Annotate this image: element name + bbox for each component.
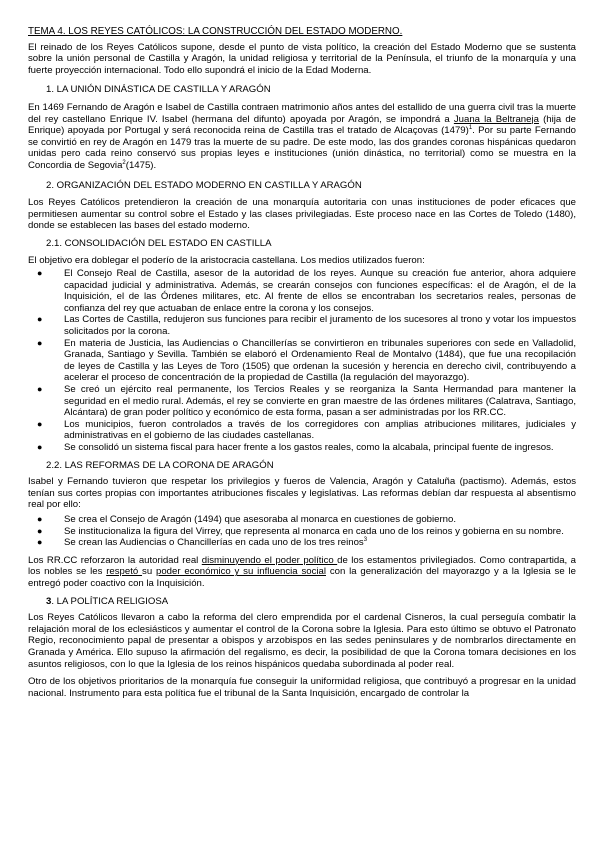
section-3-heading xyxy=(28,596,576,608)
list-item xyxy=(28,338,576,384)
juana-beltraneja-text: Juana la Beltraneja xyxy=(453,113,539,125)
section-2-2-paragraph: Isabel y Fernando tuvieron que respetar los privilegios y fueros de Valencia, Aragón y Cataluña (pactismo). Además, estos tenían sus cortes propias con importantes atribuciones fiscales y legislativas. Las reformas debían dar respuesta al absentismo real por ello: xyxy=(28,476,576,511)
text-run: . Por su parte Fernando se convirtió en rey de Aragón en 1479 tras la muerte de su padre. De este modo, las dos grandes coronas hispánicas quedaron unidas pero cada reino conservó sus propias leyes e instituciones (unión dinástica, no territorial) como se muestra en la Concordia de Segovia xyxy=(28,125,576,171)
document-title: TEMA 4. LOS REYES CATÓLICOS: LA CONSTRUCCIÓN DEL ESTADO MODERNO. xyxy=(28,26,403,37)
text-run: (1475). xyxy=(125,159,157,171)
list-item xyxy=(28,537,576,549)
footnote-ref-3: 3 xyxy=(363,536,368,543)
list-item-text: Se creó un ejército real permanente, los Tercios Reales y se reorganiza la Santa Hermandad para mantener la seguridad en el medio rural. Además, el rey se convierte en gran maestre de las órdenes militares (Calatrava, Santiago, Alcántara) de gran poder político y económico de esta forma, pasan a ser administradas por los RR.CC. xyxy=(64,384,576,419)
section-3-paragraph-2: Otro de los objetivos prioritarios de la monarquía fue conseguir la uniformidad religiosa, que contribuyó a progresar en la unidad nacional. Instrumento para esta política fue el tribunal de la Santa Inquisición, encargado de controlar la xyxy=(28,676,576,699)
bullet-icon: ● xyxy=(37,537,43,548)
bullet-icon: ● xyxy=(37,525,43,536)
footnote-ref-2: 2 xyxy=(122,159,126,166)
text-run: de los estamentos privilegiados. Como contrapartida, a los nobles se les xyxy=(28,554,576,578)
list-item-text: Se crea el Consejo de Aragón (1494) que asesoraba al monarca en cuestiones de gobierno. xyxy=(64,513,457,525)
list-item xyxy=(28,384,576,419)
document-page xyxy=(28,26,576,699)
list-item xyxy=(28,314,576,337)
list-item xyxy=(28,419,576,442)
bullet-icon: ● xyxy=(37,418,43,429)
list-item-text: En materia de Justicia, las Audiencias o Chancillerías se convirtieron en tribunales superiores con sede en Valladolid, Granada, Santiago y Sevilla. También se elaboró el Ordenamiento Real de Montalvo (1484), que fue una recopilación de leyes de Castilla y las Leyes de Toro (1505) que ordenan la sucesión y herencia en derecho civil, contribuyendo a acelerar el proceso de concentración de la propiedad de Castilla (la regulación del mayorazgo). xyxy=(64,337,576,384)
section-2-paragraph: Los Reyes Católicos pretendieron la creación de una monarquía autoritaria con unas instituciones de poder eficaces que permitiesen aumentar su control sobre el Estado y las clases privilegiadas. Este proceso nace en las Cortes de Toledo (1480), donde se establecen las bases del estado moderno. xyxy=(28,197,576,232)
list-item-text: Se consolidó un sistema fiscal para hacer frente a los gastos reales, como la alcabala, principal fuente de ingresos. xyxy=(64,442,554,453)
list-item-text: Los municipios, fueron controlados a través de los corregidores con amplias atribuciones militares, judiciales y administrativas en el gobierno de las ciudades castellanas. xyxy=(64,418,576,442)
bullet-icon: ● xyxy=(37,442,43,452)
section-2-1-list xyxy=(28,268,576,454)
underlined-text: disminuyendo el poder político xyxy=(201,554,338,566)
rrcc-paragraph xyxy=(28,555,576,590)
text-run: (hija de Enrique) apoyada por Portugal y será reconocida reina de Castilla tras el tratado de Alcaçovas (1479) xyxy=(28,113,576,137)
list-item xyxy=(28,442,576,454)
list-item xyxy=(28,268,576,314)
text-run: En 1469 Fernando de Aragón e Isabel de Castilla contraen matrimonio años antes del estallido de una guerra civil tras la muerte del rey castellano Enrique IV. Isabel (hermana del difunto) apoyada por Aragón, se impondrá a xyxy=(28,101,576,125)
section-2-2-list xyxy=(28,514,576,549)
section-1-paragraph xyxy=(28,102,576,172)
section-3-title: . LA POLÍTICA RELIGIOSA xyxy=(51,595,169,607)
text-run: Los RR.CC reforzaron la autoridad real xyxy=(28,554,202,566)
bullet-icon: ● xyxy=(37,337,43,348)
list-item-text: El Consejo Real de Castilla, asesor de la autoridad de los reyes. Aunque su creación fue anterior, ahora adquiere capacidad judicial y administrativa. Además, se crearán consejos con funciones específicas: el de Aragón, el de la Inquisición, el de las Órdenes militares, etc. Al frente de ellos se encontraban los secretarios reales, personas de confianza del rey que actuaban de enlace entre la corona y los consejos. xyxy=(64,268,576,314)
section-2-2-heading: 2.2. LAS REFORMAS DE LA CORONA DE ARAGÓN xyxy=(46,459,274,471)
list-item xyxy=(28,514,576,526)
section-2-1-heading: 2.1. CONSOLIDACIÓN DEL ESTADO EN CASTILLA xyxy=(46,237,272,249)
section-2-heading: 2. ORGANIZACIÓN DEL ESTADO MODERNO EN CASTILLA Y ARAGÓN xyxy=(46,179,362,191)
section-1-heading: 1. LA UNIÓN DINÁSTICA DE CASTILLA Y ARAGÓN xyxy=(46,84,271,96)
text-run: su xyxy=(142,566,156,578)
list-item-text: Se crean las Audiencias o Chancillerías en cada uno de los tres reinos xyxy=(64,537,364,549)
text-run: con la generalización del mayorazgo y a la Iglesia se le entregó poder coactivo con la Inquisición. xyxy=(28,566,576,589)
bullet-icon: ● xyxy=(37,314,43,325)
intro-paragraph: El reinado de los Reyes Católicos supone, desde el punto de vista político, la creación del Estado Moderno que se sustenta sobre la unión personal de Castilla y Aragón, la unidad religiosa y territorial de la Península, el triunfo de la monarquía y una fuerte proyección internacional. Todo ello supondrá el inicio de la Edad Moderna. xyxy=(28,41,576,76)
bullet-icon: ● xyxy=(37,513,43,524)
list-item-text: Las Cortes de Castilla, redujeron sus funciones para recibir el juramento de los sucesores al trono y votar los impuestos solicitados por la corona. xyxy=(64,314,576,338)
underlined-text: respetó xyxy=(106,566,143,578)
list-item-text: Se institucionaliza la figura del Virrey, que representa al monarca en cada uno de los reinos y gobierna en su nombre. xyxy=(64,525,564,537)
section-3-paragraph-1: Los Reyes Católicos llevaron a cabo la reforma del clero emprendida por el cardenal Cisneros, la cual perseguía combatir la relajación moral de los eclesiásticos y aumentar el control de la Corona sobre la Iglesia. Para esto último se obtuvo el Patronato Regio, reconocimiento papal de presentar a obispos y arzobispos en las sedes peninsulares y de nombrarlos directamente en Granada y América. Ello supuso la afirmación del regalismo, es decir, la posibilidad de que la Corona tomara decisiones en los asuntos religiosos, con lo que la Iglesia de los reinos hispánicos quedaba subordinada al poder real. xyxy=(28,612,576,670)
footnote-ref-1: 1 xyxy=(468,124,473,131)
section-3-number: 3 xyxy=(46,595,52,607)
section-2-1-paragraph: El objetivo era doblegar el poderío de la aristocracia castellana. Los medios utilizados fueron: xyxy=(28,254,425,266)
bullet-icon: ● xyxy=(37,384,43,395)
underlined-text: poder económico y su influencia social xyxy=(155,566,326,578)
list-item xyxy=(28,526,576,538)
bullet-icon: ● xyxy=(37,268,43,279)
